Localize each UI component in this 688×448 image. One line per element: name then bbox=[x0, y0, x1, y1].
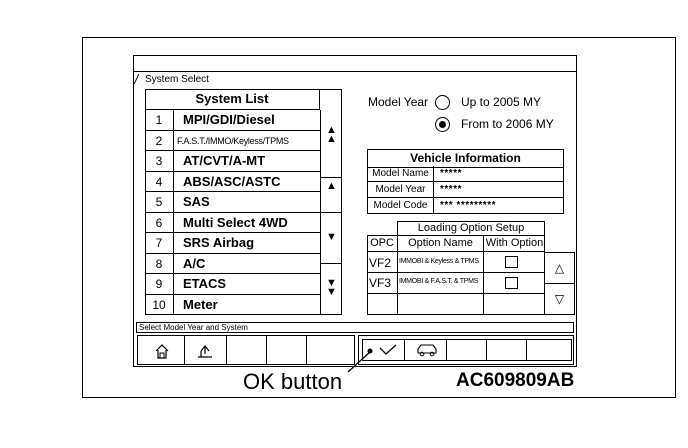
header-option-name: Option Name bbox=[408, 237, 473, 249]
system-list-item[interactable] bbox=[145, 110, 320, 131]
system-list-item[interactable] bbox=[145, 274, 320, 295]
system-list-item[interactable] bbox=[145, 233, 320, 254]
option-scroll-up-button[interactable] bbox=[545, 253, 574, 284]
toolbar-divider bbox=[486, 339, 487, 361]
system-list-item[interactable] bbox=[145, 131, 320, 152]
radio-up-to-2005[interactable] bbox=[435, 95, 450, 110]
vehicle-info-row bbox=[368, 198, 563, 214]
toolbar-divider bbox=[306, 335, 307, 365]
item-number: 8 bbox=[145, 254, 174, 274]
header-with-option: With Option bbox=[485, 237, 544, 249]
option-up-to-2005-label: Up to 2005 MY bbox=[461, 95, 542, 109]
up-triangle-icon: △ bbox=[554, 261, 565, 275]
item-number: 10 bbox=[145, 295, 174, 316]
vehicle-info-value: ***** bbox=[440, 168, 462, 179]
system-list-item[interactable] bbox=[145, 151, 320, 172]
toolbar-divider bbox=[404, 339, 405, 361]
item-number: 5 bbox=[145, 192, 174, 212]
header-opc: OPC bbox=[370, 237, 394, 249]
figure-code: AC609809AB bbox=[456, 370, 575, 391]
toolbar-divider bbox=[184, 335, 185, 365]
option-from-2006-label: From to 2006 MY bbox=[461, 117, 554, 131]
double-up-arrow-icon: ▲ ▲ bbox=[326, 124, 337, 145]
model-year-label: Model Year bbox=[368, 95, 429, 109]
page-down-button[interactable] bbox=[321, 263, 342, 330]
ok-leader-line bbox=[340, 340, 380, 380]
system-list-item[interactable] bbox=[145, 295, 320, 316]
toolbar-divider bbox=[266, 335, 267, 365]
item-name: ABS/ASC/ASTC bbox=[183, 173, 281, 189]
home-icon bbox=[150, 340, 176, 362]
item-number: 9 bbox=[145, 274, 174, 294]
option-name: IMMOBI & F.A.S.T. & TPMS bbox=[399, 278, 479, 285]
option-scroll-down-button[interactable] bbox=[545, 284, 574, 314]
window-title: System Select bbox=[145, 74, 209, 85]
vehicle-information-panel bbox=[367, 149, 564, 214]
vehicle-info-row bbox=[368, 166, 563, 182]
option-scrollbar bbox=[544, 252, 575, 315]
item-name: SAS bbox=[183, 194, 210, 209]
toolbar-divider bbox=[226, 335, 227, 365]
with-option-checkbox[interactable] bbox=[505, 256, 518, 268]
system-list-scrollbar bbox=[320, 110, 342, 315]
item-number: 1 bbox=[145, 110, 174, 130]
vehicle-info-value: *** ********* bbox=[440, 200, 496, 211]
item-number: 7 bbox=[145, 233, 174, 253]
opc-code: VF3 bbox=[369, 276, 392, 290]
vehicle-information-title: Vehicle Information bbox=[368, 150, 563, 168]
item-number: 4 bbox=[145, 172, 174, 192]
down-arrow-icon: ▼ bbox=[326, 231, 337, 243]
vehicle-info-row bbox=[368, 182, 563, 198]
back-button[interactable] bbox=[192, 340, 222, 362]
back-icon bbox=[192, 340, 218, 362]
toolbar-divider bbox=[526, 339, 527, 361]
top-bar bbox=[133, 55, 577, 72]
system-list-item[interactable] bbox=[145, 254, 320, 275]
system-list-item[interactable] bbox=[145, 192, 320, 213]
item-number: 3 bbox=[145, 151, 174, 171]
home-button[interactable] bbox=[150, 340, 180, 362]
item-name: ETACS bbox=[183, 276, 227, 291]
row-divider bbox=[367, 293, 545, 294]
item-name: A/C bbox=[183, 255, 206, 271]
toolbar-divider bbox=[446, 339, 447, 361]
vehicle-info-value: ***** bbox=[440, 184, 462, 195]
scroll-down-button[interactable] bbox=[321, 212, 342, 264]
opc-code: VF2 bbox=[369, 256, 392, 270]
vehicle-info-key: Model Code bbox=[368, 198, 434, 214]
vehicle-button[interactable] bbox=[412, 340, 442, 360]
item-name: F.A.S.T./IMMO/Keyless/TPMS bbox=[177, 135, 289, 146]
vehicle-info-key: Model Name bbox=[368, 166, 434, 181]
system-list-item[interactable] bbox=[145, 172, 320, 193]
system-list-item[interactable] bbox=[145, 213, 320, 234]
with-option-checkbox[interactable] bbox=[505, 277, 518, 289]
system-list-rows bbox=[145, 110, 320, 315]
item-number: 2 bbox=[145, 131, 174, 151]
row-divider bbox=[367, 272, 545, 273]
ok-button-caption: OK button bbox=[243, 369, 343, 394]
item-name: MPI/GDI/Diesel bbox=[183, 112, 275, 127]
radio-from-2006[interactable] bbox=[435, 117, 450, 132]
vehicle-info-key: Model Year bbox=[368, 182, 434, 197]
item-number: 6 bbox=[145, 213, 174, 233]
item-name: SRS Airbag bbox=[183, 235, 255, 250]
scroll-up-button[interactable] bbox=[321, 161, 342, 213]
option-name: IMMOBI & Keyless & TPMS bbox=[399, 258, 479, 265]
vehicle-icon bbox=[412, 340, 442, 360]
double-down-arrow-icon: ▼ ▼ bbox=[326, 277, 337, 298]
status-bar: Select Model Year and System bbox=[136, 322, 574, 333]
item-name: Meter bbox=[183, 296, 218, 312]
item-name: AT/CVT/A-MT bbox=[183, 153, 266, 168]
system-list-header: System List bbox=[145, 89, 320, 110]
down-triangle-icon: ▽ bbox=[554, 292, 565, 306]
up-arrow-icon: ▲ bbox=[326, 180, 337, 192]
loading-option-title: Loading Option Setup bbox=[417, 222, 525, 234]
item-name: Multi Select 4WD bbox=[183, 214, 288, 230]
